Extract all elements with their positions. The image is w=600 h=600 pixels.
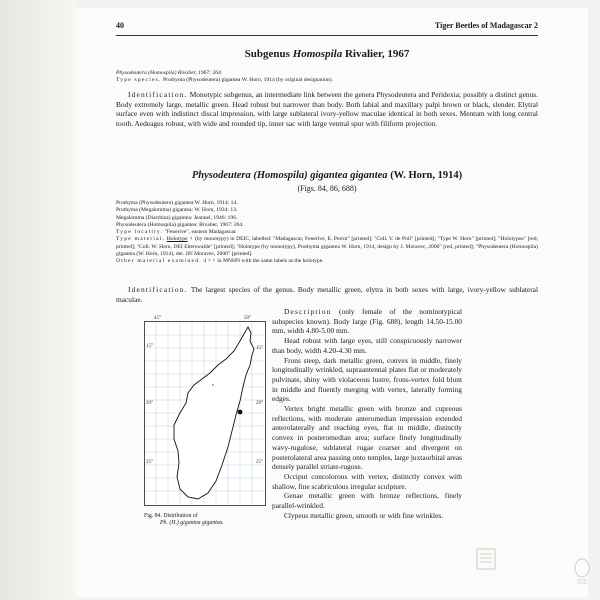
species-description — [272, 307, 462, 520]
figure-caption: Fig. 84. Distribution of Ph. (H.) gigantea gigantea. — [144, 513, 224, 527]
species-figs: (Figs. 84, 86, 688) — [297, 184, 357, 193]
description-occiput: Occiput concolorous with vertex, distinctly convex with shallow, fine scabriculous irregular sculpture. — [272, 471, 462, 491]
map-marker-dot — [212, 384, 214, 386]
lat-label-20-right: 20° — [256, 401, 263, 406]
lat-label-15-right: 15° — [256, 346, 263, 351]
lat-label-25: 25° — [146, 460, 153, 465]
running-title: Tiger Beetles of Madagascar 2 — [434, 21, 538, 30]
library-stamp-icon — [476, 548, 496, 570]
type-material: Type material. Holotype ♀ (by monotypy) in DEIC, labelled: "Madagascar, Fenerive, E. Perrot" [printed]; "Coll. V. de Poll" [printed]; "Type W. Horn" [printed]; "Holotypus" [red, printed]; "Coll. W. Horn, DEI Eberswalde" [printed]; "Holotype (by monotypy), Prothyma gigantea W. Horn, 1914, design by J. Moravec, 2000" [red, printed]; "Physodeutera (Homospila) gigantea (W. Horn, 1914), det. Jiří Moravec, 2000" [printed]. — [116, 236, 538, 258]
edge-watermark-icon — [572, 556, 592, 586]
lat-label-25-right: 25° — [256, 460, 263, 465]
lat-label-20: 20° — [146, 401, 153, 406]
species-heading: Physodeutera (Homospila) gigantea gigantea (W. Horn, 1914) — [191, 170, 463, 181]
description-head: Head robust with large eyes, still conspicuously narrower than body, width 4.20-4.30 mm. — [272, 336, 462, 355]
description-genae: Genae metallic green with bronze reflections, finely parallel-wrinkled. — [272, 491, 462, 511]
header-rule — [116, 35, 538, 36]
book-binding-shadow — [0, 0, 76, 600]
subgenus-synonymy: Physodeutera (Homospila) Rivalier, 1967: 264. Type species. Prothyma (Physodeutera) gigantea W. Horn, 1914 (by original designation). — [116, 70, 538, 85]
description-vertex: Vertex bright metallic green with bronze and cupreous reflections, with moderate anteromedian impression extended anterolaterally and reaching eyes, flat in middle, distinctly convex in posteromedian area; surface finely longitudinally wavy-rugulose, sublateral rugae coarser and divergent on posterolateral area passing onto temples, large juxtaorbital areas densely parallel striate-rugose. — [272, 404, 462, 472]
species-identification: Identification. The largest species of the genus. Body metallic green, elytra in both sexes with large, ivory-yellow sublateral maculae. — [116, 285, 538, 304]
running-header — [116, 21, 538, 35]
description-intro: Description (only female of the nominotypical subspecies known). Body large (Fig. 688), length 14.50-15.00 mm, width 4.80-5.00 mm. — [272, 307, 462, 336]
subgenus-heading: Subgenus Homospila Rivalier, 1967 — [244, 48, 410, 60]
lon-label-45: 45° — [154, 316, 161, 321]
page-number: 40 — [116, 21, 124, 30]
lat-label-15: 15° — [146, 344, 153, 349]
type-locality: Type locality. "Fenerive", eastern Madagascar. — [116, 229, 237, 236]
distribution-map — [144, 315, 266, 506]
locality-dot — [238, 410, 243, 415]
lon-label-50: 50° — [244, 316, 251, 321]
other-material: Other material examined. 4 ♀♀ in MNHN with the same labels as the holotype. — [116, 258, 324, 265]
subgenus-identification: Identification. Monotypic subgenus, an intermediate link between the genera Physodeutera and Peridexia; possibly a distinct genus. Body extremely large, metallic green. Head robust but narrower than body. Both labial and maxillary palpi brown or black, slender. Elytral surface even with indistinct discal impression, with large sublateral ivory-yellow maculae identical in both sexes. Mentum with long central tooth. Aedeagus robust, with wide and rounded tip, inner sac with large ventral spur with filiform projection. — [116, 90, 538, 129]
type-species: Type species. Prothyma (Physodeutera) gigantea W. Horn, 1914 (by original designation). — [116, 77, 333, 84]
description-frons: Frons steep, dark metallic green, convex in middle, finely longitudinally wrinkled, supraantennal plates flat or moderately pulvinate, shiny with violaceous lustre, frons-vertex fold blunt in middle and fluently merging with vertex, laterally forming edges. — [272, 355, 462, 404]
description-clypeus: Clypeus metallic green, smooth or with fine wrinkles. — [284, 510, 444, 520]
species-synonymy: Prothyma (Physodeutera) gigantea W. Horn, 1914: 14. Prothyma (Megalomma) gigantea: W. Horn, 1934: 13. Megalomma (Diarrhiza) gigantea: Jeannel, 1946: 196. Physodeutera (Homospila) gigantea: Rivalier, 1967: 264. Type locality. "Fenerive", eastern Madagascar. Type material. Holotype ♀ (by monotypy) in DEIC, labelled: "Madagascar, Fenerive, E. Perrot" [printed]; "Coll. V. de Poll" [printed]; "Type W. Horn" [printed]; "Holotypus" [red, printed]; "Coll. W. Horn, DEI Eberswalde" [printed]; "Holotype (by monotypy), Prothyma gigantea W. Horn, 1914, design by J. Moravec, 2000" [red, printed]; "Physodeutera (Homospila) gigantea (W. Horn, 1914), det. Jiří Moravec, 2000" [printed]. Other material examined. 4 ♀♀ in MNHN with the same labels as the holotype. — [116, 200, 538, 265]
